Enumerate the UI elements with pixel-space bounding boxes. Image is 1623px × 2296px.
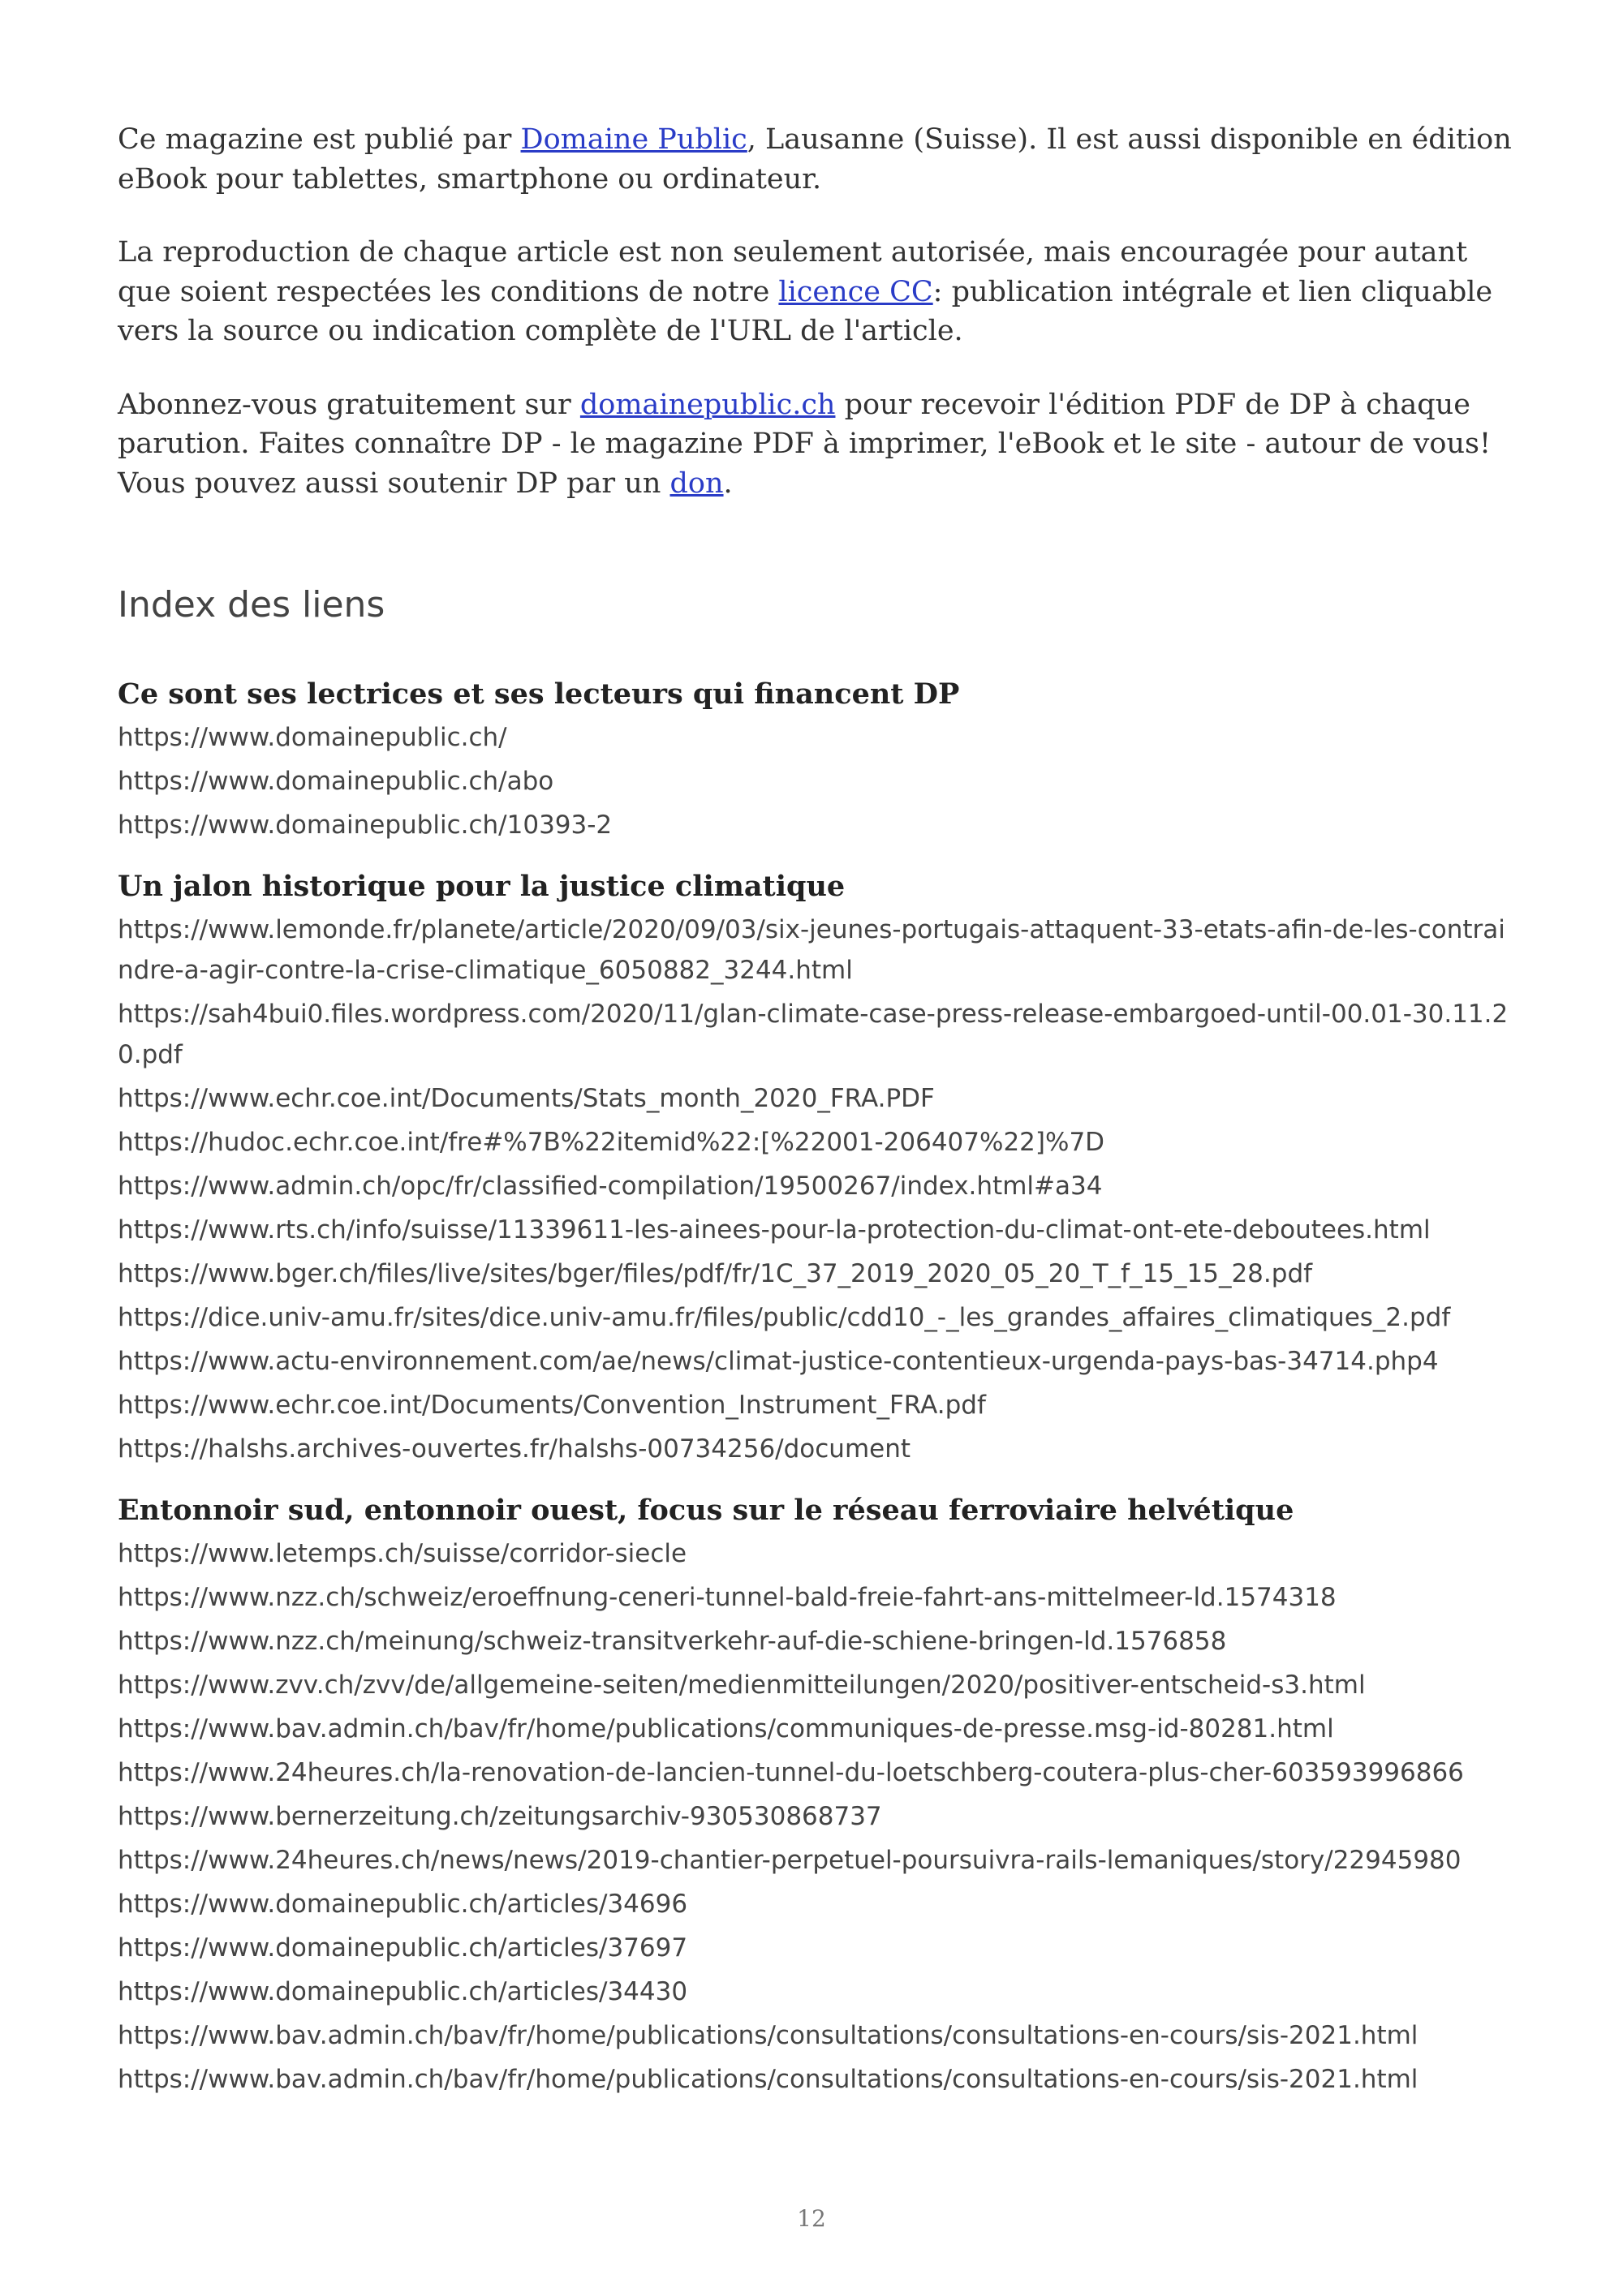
domaine-public-link[interactable]: Domaine Public (520, 123, 747, 156)
link-url[interactable]: https://www.domainepublic.ch/articles/34696 (118, 1890, 688, 1919)
index-section (118, 1494, 1513, 2100)
link-url[interactable]: https://www.echr.coe.int/Documents/Stats_month_2020_FRA.PDF (118, 1084, 935, 1113)
text-span: : publication intégrale et lien cliquable vers la source ou indication complète de l'URL de l'article. (118, 275, 1493, 347)
link-url[interactable]: https://www.nzz.ch/schweiz/eroeffnung-ceneri-tunnel-bald-freie-fahrt-ans-mittelmeer-ld.1574318 (118, 1583, 1337, 1612)
link-list (118, 1533, 1513, 2100)
text-span: Ce magazine est publié par (118, 123, 521, 156)
link-url[interactable]: https://www.zvv.ch/zvv/de/allgemeine-seiten/medienmitteilungen/2020/positiver-entscheid-s3.html (118, 1670, 1366, 1700)
link-url[interactable]: https://www.admin.ch/opc/fr/classified-compilation/19500267/index.html#a34 (118, 1172, 1103, 1201)
intro-paragraph-subscribe (118, 385, 1513, 504)
index-title: Index des liens (118, 584, 385, 626)
link-url[interactable]: https://www.domainepublic.ch/10393-2 (118, 810, 613, 840)
link-url[interactable]: https://www.bav.admin.ch/bav/fr/home/publications/consultations/consultations-en-cours/sis-2021.html (118, 2021, 1419, 2050)
section-title: Un jalon historique pour la justice climatique (118, 870, 846, 903)
link-url[interactable]: https://www.bger.ch/files/live/sites/bger/files/pdf/fr/1C_37_2019_2020_05_20_T_f_15_15_28.pdf (118, 1259, 1313, 1288)
link-url[interactable]: https://www.nzz.ch/meinung/schweiz-transitverkehr-auf-die-schiene-bringen-ld.1576858 (118, 1627, 1227, 1656)
page-number: 12 (797, 2205, 826, 2232)
text-span: La reproduction de chaque article est non seulement autorisée, mais encouragée pour autant que soient respectées les conditions de notre (118, 236, 1468, 308)
link-url[interactable]: https://dice.univ-amu.fr/sites/dice.univ-amu.fr/files/public/cdd10_-_les_grandes_affaires_climatiques_2.pdf (118, 1303, 1451, 1332)
intro-paragraph-license (118, 233, 1513, 351)
index-section (118, 870, 1513, 1469)
link-list (118, 909, 1513, 1469)
link-list (118, 717, 1513, 845)
page-content (118, 120, 1513, 2103)
index-sections (118, 677, 1513, 2100)
intro-paragraph-publisher (118, 120, 1513, 199)
link-url[interactable]: https://halshs.archives-ouvertes.fr/halshs-00734256/document (118, 1434, 911, 1464)
link-url[interactable]: https://www.domainepublic.ch/abo (118, 767, 554, 796)
link-url[interactable]: https://www.letemps.ch/suisse/corridor-siecle (118, 1539, 687, 1568)
link-url[interactable]: https://www.echr.coe.int/Documents/Convention_Instrument_FRA.pdf (118, 1391, 986, 1420)
link-url[interactable]: https://www.domainepublic.ch/articles/34430 (118, 1977, 688, 2006)
text-span: Abonnez-vous gratuitement sur (118, 388, 580, 421)
don-link[interactable]: don (669, 467, 724, 500)
link-url[interactable]: https://www.bernerzeitung.ch/zeitungsarchiv-930530868737 (118, 1802, 882, 1831)
text-span: , Lausanne (Suisse). Il est aussi disponible en édition eBook pour tablettes, smartphone ou ordinateur. (118, 123, 1512, 196)
text-span: . (723, 467, 733, 500)
link-url[interactable]: https://www.rts.ch/info/suisse/11339611-les-ainees-pour-la-protection-du-climat-ont-ete-deboutees.html (118, 1215, 1431, 1245)
link-url[interactable]: https://www.domainepublic.ch/articles/37697 (118, 1933, 688, 1963)
link-url[interactable]: https://www.24heures.ch/la-renovation-de-lancien-tunnel-du-loetschberg-coutera-plus-cher-603593996866 (118, 1758, 1464, 1787)
link-url[interactable]: https://www.domainepublic.ch/ (118, 723, 507, 752)
link-url[interactable]: https://www.actu-environnement.com/ae/news/climat-justice-contentieux-urgenda-pays-bas-34714.php4 (118, 1347, 1439, 1376)
link-url[interactable]: https://www.lemonde.fr/planete/article/2020/09/03/six-jeunes-portugais-attaquent-33-etats-afin-de-les-contraindre-a-agir-contre-la-crise-climatique_6050882_3244.html (118, 915, 1505, 985)
section-title: Ce sont ses lectrices et ses lecteurs qui financent DP (118, 677, 960, 711)
link-url[interactable]: https://www.24heures.ch/news/news/2019-chantier-perpetuel-poursuivra-rails-lemaniques/story/22945980 (118, 1846, 1462, 1875)
licence-cc-link[interactable]: licence CC (778, 275, 933, 308)
index-section (118, 677, 1513, 845)
section-title: Entonnoir sud, entonnoir ouest, focus sur le réseau ferroviaire helvétique (118, 1494, 1294, 1527)
link-url[interactable]: https://sah4bui0.files.wordpress.com/2020/11/glan-climate-case-press-release-embargoed-until-00.01-30.11.20.pdf (118, 1000, 1509, 1069)
domainepublic-link[interactable]: domainepublic.ch (579, 388, 836, 421)
link-url[interactable]: https://hudoc.echr.coe.int/fre#%7B%22itemid%22:[%22001-206407%22]%7D (118, 1128, 1105, 1157)
link-url[interactable]: https://www.bav.admin.ch/bav/fr/home/publications/communiques-de-presse.msg-id-80281.html (118, 1714, 1334, 1743)
link-url[interactable]: https://www.bav.admin.ch/bav/fr/home/publications/consultations/consultations-en-cours/sis-2021.html (118, 2065, 1419, 2094)
text-span: pour recevoir l'édition PDF de DP à chaque parution. Faites connaître DP - le magazine PDF à imprimer, l'eBook et le site - autour de vous! Vous pouvez aussi soutenir DP par un (118, 388, 1492, 500)
